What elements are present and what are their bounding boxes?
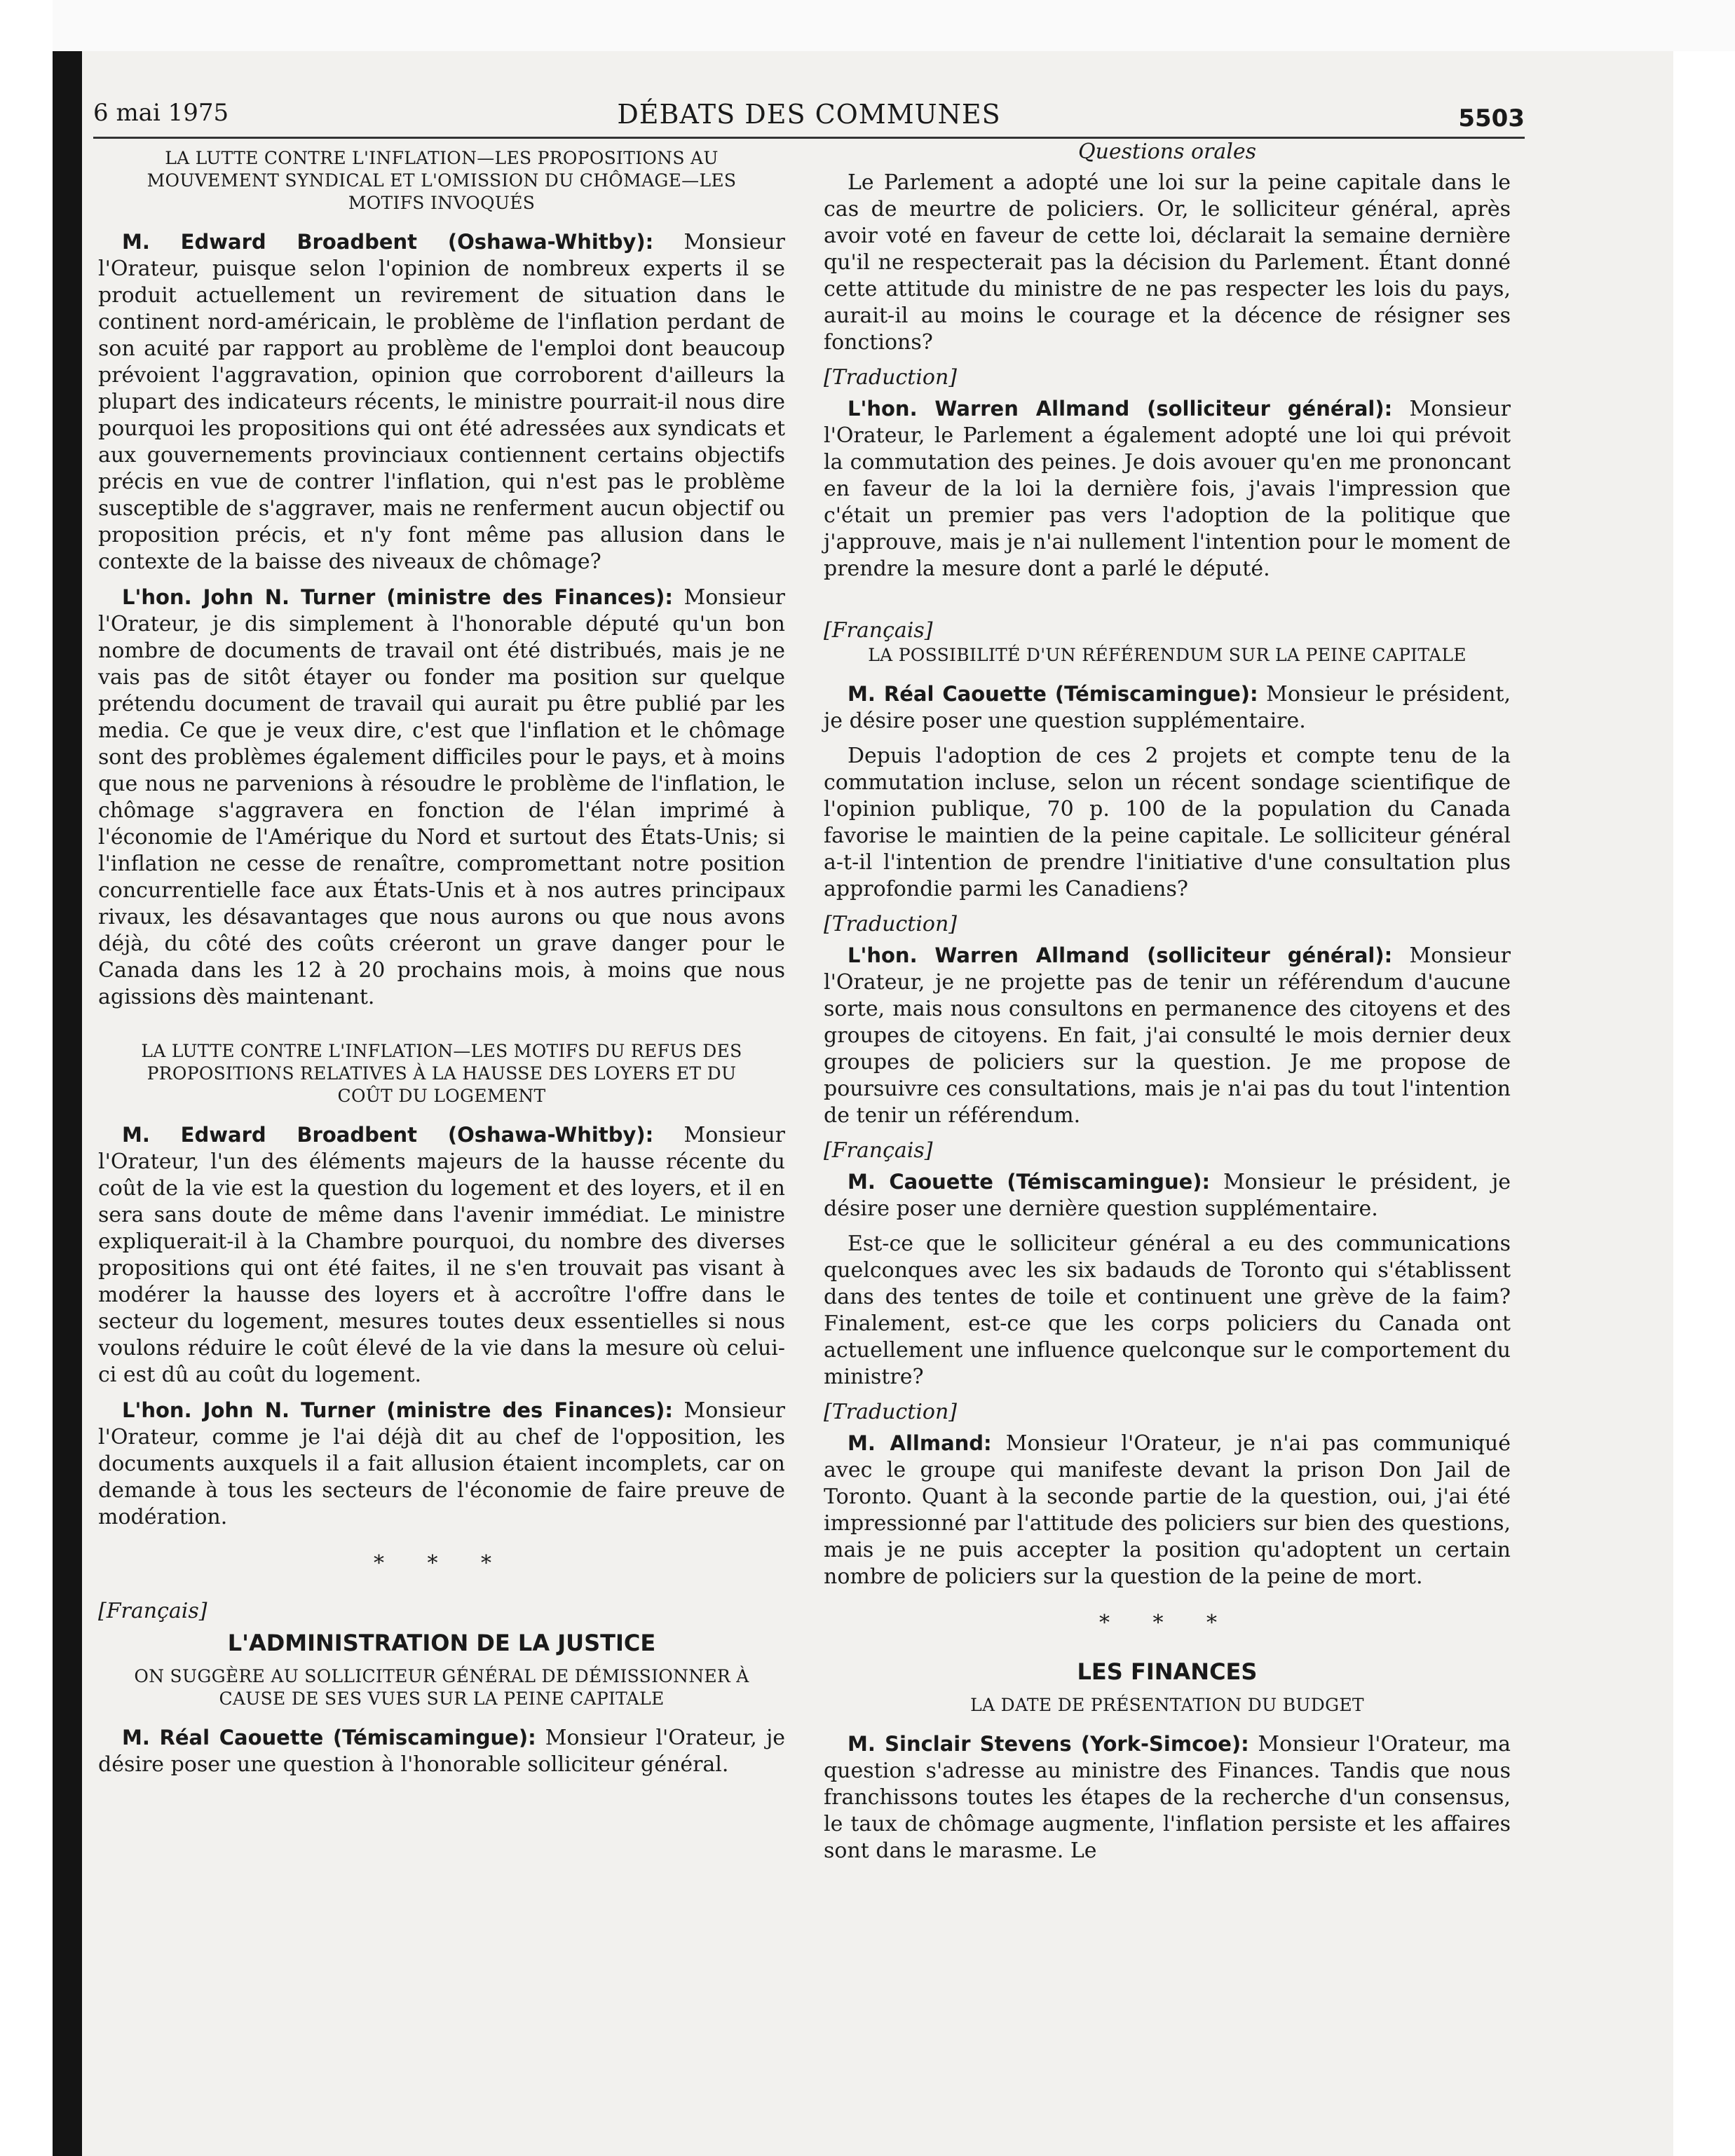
header-date: 6 mai 1975 xyxy=(93,99,229,127)
spacer xyxy=(824,591,1511,612)
paragraph-text: Monsieur l'Orateur, ma question s'adresse au ministre des Finances. Tandis que nous franchissons toutes les étapes de la recherche d'un consensus, le taux de chômage augmente, l'inflation persiste et les affaires sont dans le marasme. Le xyxy=(824,1732,1511,1863)
language-tag: [Traduction] xyxy=(824,1400,958,1424)
paragraph xyxy=(98,1121,785,1389)
section-heading: ON SUGGÈRE AU SOLLICITEUR GÉNÉRAL DE DÉMISSIONNER À CAUSE DE SES VUES SUR LA PEINE CAPITALE xyxy=(134,1666,749,1709)
paragraph-text: Monsieur le président, je désire poser une question supplémentaire. xyxy=(824,682,1511,733)
paragraph: Le Parlement a adopté une loi sur la peine capitale dans le cas de meurtre de policiers. Or, le solliciteur général, après avoir voté en faveur de cette loi, déclarait la semaine dernière qu'il ne respecterait pas la décision du Parlement. Étant donné cette attitude du ministre de ne pas respecter les lois du pays, aurait-il au moins le courage et la décence de résigner ses fonctions? xyxy=(824,170,1511,355)
scan-top-margin xyxy=(53,0,1735,51)
language-tag: [Français] xyxy=(824,618,933,643)
spacer xyxy=(98,1019,785,1040)
speaker-name: M. Edward Broadbent (Oshawa-Whitby): xyxy=(122,230,654,254)
section-title: L'ADMINISTRATION DE LA JUSTICE xyxy=(227,1630,656,1656)
paragraph xyxy=(824,1731,1511,1864)
paragraph xyxy=(824,1430,1511,1590)
section-separator: * * * xyxy=(373,1551,510,1576)
paragraph xyxy=(98,1397,785,1531)
section-title: LES FINANCES xyxy=(1077,1658,1258,1685)
left-column xyxy=(98,147,785,1787)
page-number: 5503 xyxy=(1458,104,1525,132)
paragraph-text: Monsieur l'Orateur, l'un des éléments majeurs de la hausse récente du coût de la vie est la question du logement et des loyers, et il en sera sans doute de même dans l'avenir immédiat. Le ministre expliquerait-il à la Chambre pourquoi, du nombre des diverses propositions qui ont été faites, il ne s'en trouvait pas visant à modérer la hausse des loyers et à accroître l'offre dans le secteur du logement, mesures toutes deux essentielles si nous voulons réduire le coût élevé de la vie dans la mesure où celui-ci est dû au coût du logement. xyxy=(98,1123,785,1387)
section-separator: * * * xyxy=(1098,1611,1236,1635)
speaker-name: M. Réal Caouette (Témiscamingue): xyxy=(122,1726,536,1749)
speaker-name: L'hon. Warren Allmand (solliciteur général): xyxy=(848,943,1393,967)
speaker-name: M. Sinclair Stevens (York-Simcoe): xyxy=(848,1732,1249,1756)
speaker-name: M. Réal Caouette (Témiscamingue): xyxy=(848,682,1258,706)
paragraph-text: Monsieur l'Orateur, je désire poser une question à l'honorable solliciteur général. xyxy=(98,1726,785,1777)
paragraph xyxy=(98,584,785,1011)
speaker-name: M. Caouette (Témiscamingue): xyxy=(848,1170,1211,1194)
section-heading: LA LUTTE CONTRE L'INFLATION—LES MOTIFS DU REFUS DES PROPOSITIONS RELATIVES À LA HAUSSE DES LOYERS ET DU COÛT DU LOGEMENT xyxy=(141,1041,742,1106)
paragraph-text: Monsieur l'Orateur, je ne projette pas de tenir un référendum d'aucune sorte, mais nous consultons en permanence des citoyens et des groupes de citoyens. En fait, j'ai consulté le mois dernier deux groupes de policiers sur la question. Je me propose de poursuivre ces consultations, mais je n'ai pas du tout l'intention de tenir un référendum. xyxy=(824,943,1511,1128)
paragraph-text: Monsieur l'Orateur, puisque selon l'opinion de nombreux experts il se produit actuellement un revirement de situation dans le continent nord-américain, le problème de l'inflation perdant de son acuité par rapport au problème de l'emploi dont beaucoup prévoient l'aggravation, opinion que corroborent d'ailleurs la plupart des indicateurs récents, le ministre pourrait-il nous dire pourquoi les propositions qui ont été adressées aux syndicats et aux gouvernements provinciaux contiennent certains objectifs précis en vue de contrer l'inflation, qui n'est pas le problème susceptible de s'aggraver, mais ne renferment aucun objectif ou proposition précis, et n'y font même pas allusion dans le contexte de la baisse des niveaux de chômage? xyxy=(98,230,785,574)
section-heading: LA DATE DE PRÉSENTATION DU BUDGET xyxy=(970,1695,1364,1715)
paragraph-text: Monsieur l'Orateur, comme je l'ai déjà dit au chef de l'opposition, les documents auxquels il a fait allusion étaient incomplets, car on demande à tous les secteurs de l'économie de faire preuve de modération. xyxy=(98,1398,785,1529)
paragraph xyxy=(824,681,1511,735)
speaker-name: L'hon. Warren Allmand (solliciteur général): xyxy=(848,397,1393,421)
paragraph-text: Monsieur l'Orateur, je n'ai pas communiqué avec le groupe qui manifeste devant la prison Don Jail de Toronto. Quant à la seconde partie de la question, oui, j'ai été impressionné par l'attitude des policiers sur bien des questions, mais je ne puis accepter la position qu'adoptent un certain nombre de policiers sur la question de la peine de mort. xyxy=(824,1431,1511,1589)
speaker-name: M. Edward Broadbent (Oshawa-Whitby): xyxy=(122,1123,654,1147)
paragraph xyxy=(824,1168,1511,1222)
paragraph xyxy=(824,395,1511,582)
scan-left-edge xyxy=(53,51,82,2156)
paragraph xyxy=(824,942,1511,1129)
header-title: DÉBATS DES COMMUNES xyxy=(617,99,1001,130)
language-tag: [Traduction] xyxy=(824,365,958,390)
paragraph-text: Monsieur l'Orateur, je dis simplement à l'honorable député qu'un bon nombre de documents de travail ont été distribués, mais je ne vais pas de sitôt étayer ou fonder ma position sur quelque prétendu document de travail qui aurait pu être publié par les media. Ce que je veux dire, c'est que l'inflation et le chômage sont des problèmes également difficiles pour le pays, et à moins que nous ne parvenions à résoudre le problème de l'inflation, le chômage s'aggravera en fonction de l'élan imprimé à l'économie de l'Amérique du Nord et surtout des États-Unis; si l'inflation ne cesse de renaître, compromettant notre position concurrentielle face aux États-Unis et à nos autres principaux rivaux, les désavantages que nous aurons ou que nous avons déjà, du côté des coûts créeront un grave danger pour le Canada dans les 12 à 20 prochains mois, à moins que nous agissions dès maintenant. xyxy=(98,585,785,1009)
running-head xyxy=(93,95,1525,139)
rubric-title: Questions orales xyxy=(1077,139,1257,164)
language-tag: [Français] xyxy=(824,1138,933,1163)
right-column xyxy=(824,139,1511,1873)
language-tag: [Traduction] xyxy=(824,912,958,936)
paragraph: Est-ce que le solliciteur général a eu des communications quelconques avec les six badauds de Toronto qui s'établissent dans des tentes de toile et continuent une grève de la faim? Finalement, est-ce que les corps policiers du Canada ont actuellement une influence quelconque sur le comportement du ministre? xyxy=(824,1231,1511,1389)
section-heading: LA LUTTE CONTRE L'INFLATION—LES PROPOSITIONS AU MOUVEMENT SYNDICAL ET L'OMISSION DU CHÔMAGE—LES MOTIFS INVOQUÉS xyxy=(147,148,737,213)
speaker-name: L'hon. John N. Turner (ministre des Finances): xyxy=(122,585,673,609)
speaker-name: L'hon. John N. Turner (ministre des Finances): xyxy=(122,1398,673,1422)
paragraph-text: Monsieur l'Orateur, le Parlement a également adopté une loi qui prévoit la commutation des peines. Je dois avouer qu'en me prononcant en faveur de la loi la dernière fois, j'avais l'impression que c'était un premier pas vers l'adoption de la politique que j'approuve, mais je n'ai nullement l'intention pour le moment de prendre la mesure dont a parlé le député. xyxy=(824,397,1511,581)
language-tag: [Français] xyxy=(98,1599,207,1623)
speaker-name: M. Allmand: xyxy=(848,1431,992,1455)
section-heading: LA POSSIBILITÉ D'UN RÉFÉRENDUM SUR LA PEINE CAPITALE xyxy=(868,645,1467,665)
paragraph xyxy=(98,228,785,575)
paragraph: Depuis l'adoption de ces 2 projets et compte tenu de la commutation incluse, selon un récent sondage scientifique de l'opinion publique, 70 p. 100 de la population du Canada favorise le maintien de la peine capitale. Le solliciteur général a-t-il l'intention de prendre l'initiative d'une consultation plus approfondie parmi les Canadiens? xyxy=(824,744,1511,901)
paragraph-text: Monsieur le président, je désire poser une dernière question supplémentaire. xyxy=(824,1170,1511,1221)
paragraph xyxy=(98,1724,785,1778)
